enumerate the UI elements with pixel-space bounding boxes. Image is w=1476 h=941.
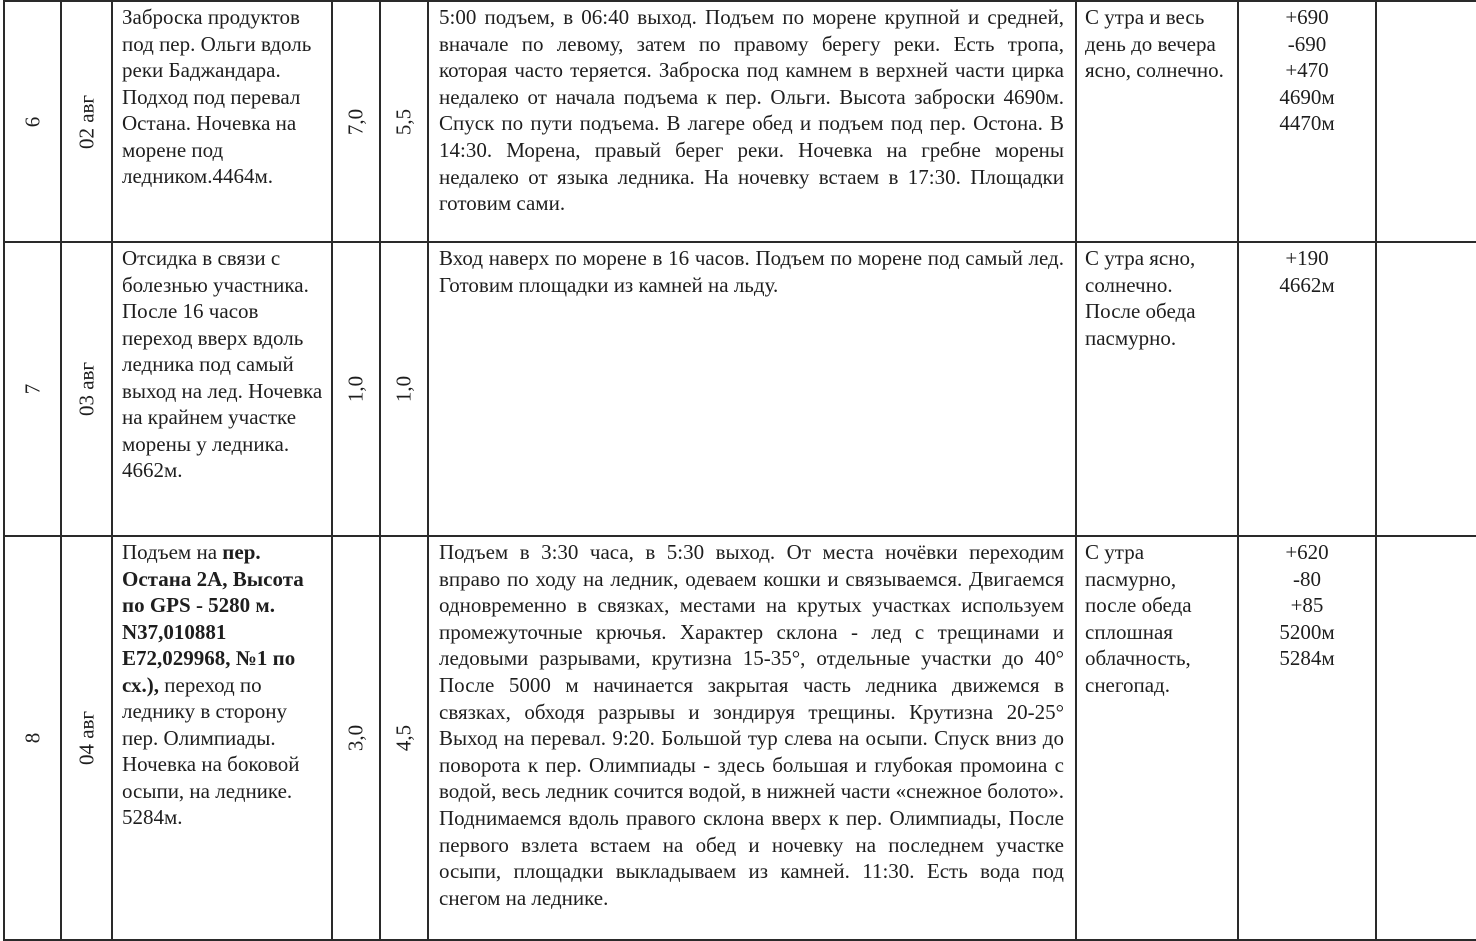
extra-cell <box>1376 1 1476 242</box>
route-log-table <box>3 0 1476 941</box>
date-cell <box>61 536 112 940</box>
route-text: Заброска продуктов под пер. Ольги вдоль реки Баджандара. Подход под перевал Остана. Ночевка на морене под ледником.4464м. <box>122 5 312 188</box>
pass-name-highlight: пер. Остана 2А, Высота по GPS - 5280 м. N37,010881 E72,029968, №1 по сх.), <box>122 540 304 697</box>
altitude-value: 4690м <box>1279 84 1335 109</box>
time-total: 7,0 <box>343 108 368 135</box>
time-total-cell <box>332 1 380 242</box>
altitude-value: 4470м <box>1279 111 1335 135</box>
date: 04 авг <box>74 710 98 766</box>
time-move-cell <box>380 242 428 536</box>
description-cell <box>428 1 1076 242</box>
time-total: 3,0 <box>343 724 368 752</box>
time-total: 1,0 <box>343 375 368 403</box>
route-cell <box>112 1 332 242</box>
table-row <box>4 1 1476 242</box>
altitude-value: +85 <box>1290 593 1324 617</box>
time-move-cell <box>380 1 428 242</box>
day-number-cell <box>4 242 61 536</box>
time-move-cell <box>380 536 428 940</box>
description-text: 5:00 подъем, в 06:40 выход. Подъем по морене крупной и средней, вначале по левому, затем по правому берегу реки. Есть тропа, которая часто теряется. Заброска под камнем в верхней части цирка недалеко от начала подъема к пер. Ольги. Высота заброски 4690м. Спуск по пути подъема. В лагере обед и подъем под пер. Остона. В 14:30. Морена, правый берег реки. Ночевка на гребне морены недалеко от языка ледника. На ночевку встаем в 17:30. Площадки готовим сами. <box>439 5 1064 216</box>
time-total-cell <box>332 242 380 536</box>
description-cell <box>428 536 1076 940</box>
weather-cell <box>1076 536 1238 940</box>
weather-cell <box>1076 242 1238 536</box>
description-text: Подъем в 3:30 часа, в 5:30 выход. От места ночёвки переходим вправо по ходу на ледник, одеваем кошки и связываемся. Двигаемся одновременно в связках, местами на крутых участках используем промежуточные крючья. Характер склона - лед с трещинами и ледовыми разрывами, крутизна 15-35°, отдельные участки до 40° После 5000 м начинается закрытая часть ледника движемся в связках, обходя разрывы и зондируя трещины. Крутизна 20-25° Выход на перевал. 9:20. Большой тур слева на осыпи. Спуск вниз до поворота к пер. Олимпиады - здесь большая и глубокая промоина с водой, весь ледник сочится водой, в нижней части «снежное болото». Поднимаемся вдоль правого склона вверх к пер. Олимпиады, После первого взлета встаем на обед и ночевку на последнем участке осыпи, площадки выкладываем из камней. 11:30. Есть вода под снегом на леднике. <box>439 540 1064 910</box>
altitude-value: -690 <box>1287 31 1327 56</box>
time-move: 4,5 <box>391 724 416 752</box>
extra-cell <box>1376 242 1476 536</box>
day-number-cell <box>4 536 61 940</box>
route-text-part: Подъем на <box>122 540 223 564</box>
table-row <box>4 536 1476 940</box>
description-cell <box>428 242 1076 536</box>
date: 02 авг <box>74 94 98 149</box>
time-move: 5,5 <box>391 108 416 135</box>
time-move: 1,0 <box>391 375 416 403</box>
route-text: Отсидка в связи с болезнью участника. После 16 часов переход вверх вдоль ледника под самый выход на лед. Ночевка на крайнем участке морены у ледника. 4662м. <box>122 246 323 482</box>
extra-cell <box>1376 536 1476 940</box>
altitude-value: +620 <box>1285 540 1329 564</box>
weather-text: С утра ясно, солнечно. После обеда пасмурно. <box>1085 246 1196 350</box>
route-text <box>122 539 323 831</box>
weather-text: С утра пасмурно, после обеда сплошная облачность, снегопад. <box>1085 540 1192 697</box>
altitude-value: +190 <box>1285 246 1329 270</box>
date: 03 авг <box>74 361 98 417</box>
date-cell <box>61 1 112 242</box>
day-number: 6 <box>20 116 44 127</box>
date-cell <box>61 242 112 536</box>
altitude-value: 5284м <box>1279 646 1335 670</box>
route-cell <box>112 536 332 940</box>
time-total-cell <box>332 536 380 940</box>
weather-text: С утра и весь день до вечера ясно, солнечно. <box>1085 5 1224 82</box>
route-cell <box>112 242 332 536</box>
route-text-part: переход по леднику в сторону пер. Олимпиады. Ночевка на боковой осыпи, на леднике. 5284м. <box>122 672 300 829</box>
altitude-cell <box>1238 536 1376 940</box>
altitude-cell <box>1238 242 1376 536</box>
day-number: 7 <box>20 383 44 395</box>
table-row <box>4 242 1476 536</box>
altitude-value: +690 <box>1285 5 1329 29</box>
altitude-value: 4662м <box>1279 272 1335 297</box>
weather-cell <box>1076 1 1238 242</box>
altitude-cell <box>1238 1 1376 242</box>
day-number-cell <box>4 1 61 242</box>
day-number: 8 <box>20 732 44 744</box>
altitude-value: +470 <box>1285 58 1329 82</box>
description-text: Вход наверх по морене в 16 часов. Подъем по морене под самый лед. Готовим площадки из камней на льду. <box>439 246 1064 297</box>
altitude-value: 5200м <box>1279 619 1335 644</box>
altitude-value: -80 <box>1293 566 1321 591</box>
